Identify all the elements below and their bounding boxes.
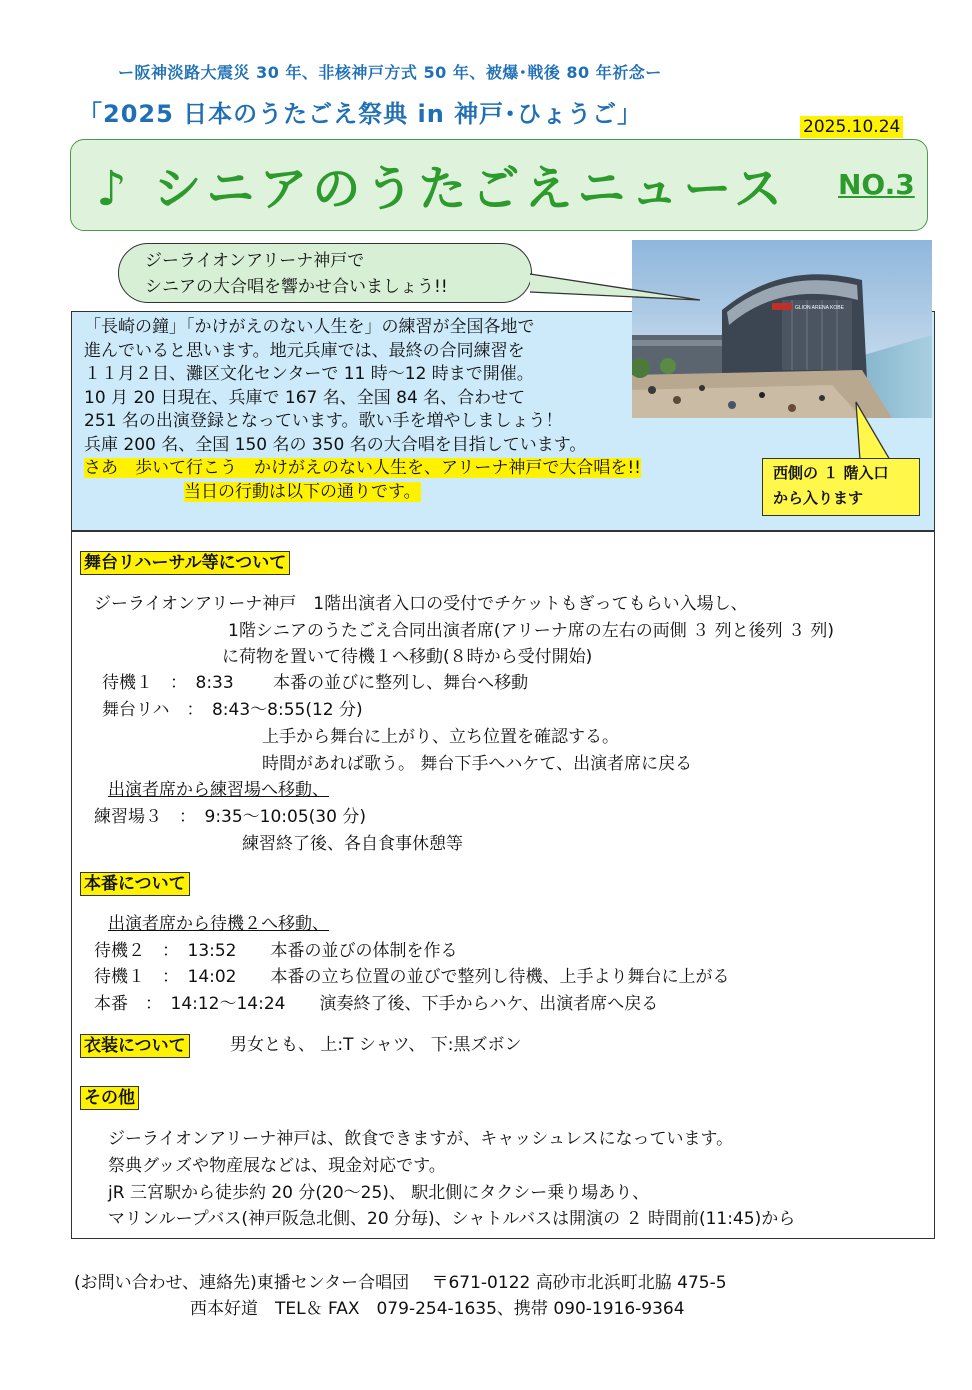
performance-line: 本番 ： 14:12～14:24 演奏終了後、下手からハケ、出演者席へ戻る (94, 994, 659, 1014)
section-heading-rehearsal: 舞台リハーサル等について (80, 551, 290, 575)
other-line: jR 三宮駅から徒歩約 20 分(20～25)、 駅北側にタクシー乗り場あり、 (108, 1183, 650, 1203)
entrance-line-1: 西側の １ 階入口 (773, 464, 889, 482)
other-line: 祭典グッズや物産展などは、現金対応です。 (108, 1156, 446, 1176)
other-line: ジーライオンアリーナ神戸は、飲食できますが、キャッシュレスになっています。 (108, 1129, 734, 1149)
section-heading-other: その他 (80, 1086, 139, 1110)
arena-sign: GLION ARENA KOBE (795, 305, 844, 311)
rehearsal-line: 舞台リハ ： 8:43～8:55(12 分) (102, 700, 363, 720)
festival-title: 「2025 日本のうたごえ祭典 in 神戸･ひょうご」 (78, 100, 643, 128)
performance-line: 出演者席から待機２へ移動、 (108, 914, 329, 934)
performance-line: 待機１ ： 14:02 本番の立ち位置の並びで整列し待機、上手より舞台に上がる (94, 967, 730, 987)
rehearsal-line: に荷物を置いて待機１へ移動(８時から受付開始) (222, 647, 593, 667)
section-heading-performance: 本番について (80, 872, 190, 896)
intro-text (84, 316, 641, 504)
contact-line-1: (お問い合わせ、連絡先)東播センター合唱団 〒671-0122 高砂市北浜町北脇 475-5 (74, 1273, 727, 1293)
other-line: マリンループバス(神戸阪急北側、20 分毎)、シャトルバスは開演の ２ 時間前(11:45)から (108, 1209, 796, 1229)
rehearsal-line: 練習場３ ： 9:35～10:05(30 分) (94, 807, 366, 827)
rehearsal-line: ジーライオンアリーナ神戸 1階出演者入口の受付でチケットもぎってもらい入場し、 (94, 594, 748, 614)
performance-line: 待機２ ： 13:52 本番の並びの体制を作る (94, 941, 458, 961)
intro-line: 進んでいると思います。地元兵庫では、最終の合同練習を (84, 340, 525, 361)
entrance-note (762, 458, 920, 516)
rehearsal-line: 練習終了後、各自食事休憩等 (242, 834, 463, 854)
rehearsal-line: 待機１ ： 8:33 本番の並びに整列し、舞台へ移動 (102, 673, 529, 693)
callout-line-2: シニアの大合唱を響かせ合いましょう!! (145, 277, 448, 297)
rehearsal-line: 1階シニアのうたごえ合同出演者席(アリーナ席の左右の両側 ３ 列と後列 ３ 列) (228, 621, 835, 641)
rehearsal-line: 出演者席から練習場へ移動、 (108, 780, 329, 800)
intro-line: 10 月 20 日現在、兵庫で 167 名、全国 84 名、合わせて (84, 387, 526, 408)
intro-highlight-1: さあ 歩いて行こう かけがえのない人生を、アリーナ神戸で大合唱を!! (84, 458, 641, 478)
rehearsal-line: 上手から舞台に上がり、立ち位置を確認する。 (262, 727, 619, 747)
costume-text: 男女とも、 上:T シャツ、 下:黒ズボン (230, 1035, 522, 1055)
intro-highlight-2: 当日の行動は以下の通りです。 (184, 481, 421, 502)
entrance-callout-tail (840, 400, 900, 462)
intro-line: １１月２日、灘区文化センターで 11 時～12 時まで開催。 (84, 364, 534, 384)
callout-line-1: ジーライオンアリーナ神戸で (145, 251, 365, 271)
section-heading-costume: 衣装について (80, 1034, 190, 1058)
newsletter-title: ♪ シニアのうたごえニュース (96, 161, 787, 217)
rehearsal-line: 時間があれば歌う。 舞台下手へハケて、出演者席に戻る (262, 754, 693, 774)
issue-date: 2025.10.24 (800, 116, 903, 138)
speech-callout (118, 243, 532, 303)
entrance-line-2: から入ります (773, 489, 864, 507)
intro-line: 251 名の出演登録となっています。歌い手を増やしましょう！ (84, 411, 563, 431)
contact-line-2: 西本好道 TEL＆ FAX 079-254-1635、携帯 090-1916-9364 (190, 1299, 685, 1319)
intro-line: 「長崎の鐘」「かけがえのない人生を」の練習が全国各地で (84, 317, 535, 337)
anniversary-subtitle: ー阪神淡路大震災 30 年、非核神戸方式 50 年、被爆･戦後 80 年祈念ー (118, 63, 662, 82)
intro-line: 兵庫 200 名、全国 150 名の 350 名の大合唱を目指しています。 (84, 434, 587, 455)
callout-tail (530, 262, 710, 312)
issue-number: NO.3 (838, 168, 915, 201)
